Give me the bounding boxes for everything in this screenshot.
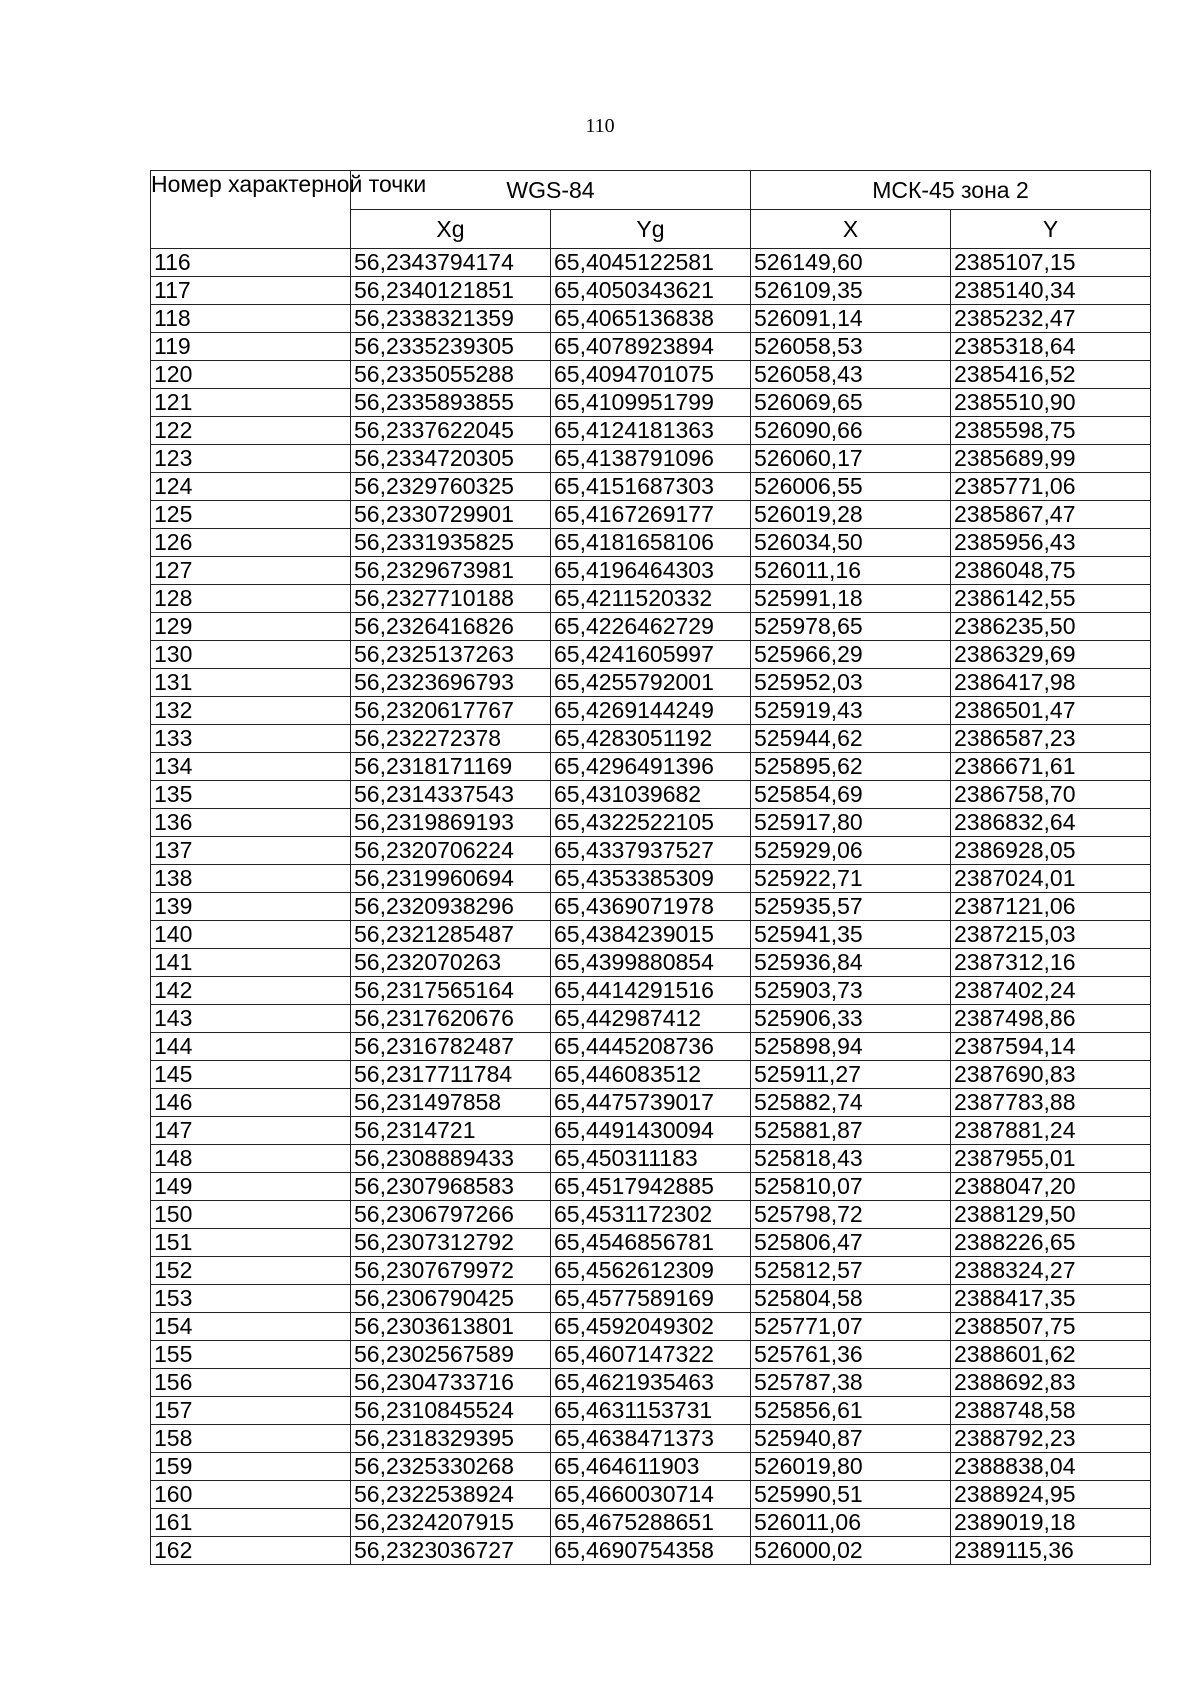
x-cell: 525944,62 [751,725,951,753]
table-row [151,333,1151,361]
x-cell: 526090,66 [751,417,951,445]
point-number-cell: 143 [151,1005,351,1033]
point-number-cell: 122 [151,417,351,445]
yg-cell: 65,4196464303 [551,557,751,585]
wgs84-group-header: WGS-84 [351,171,751,210]
xg-cell: 56,2334720305 [351,445,551,473]
table-row [151,977,1151,1005]
yg-cell: 65,4181658106 [551,529,751,557]
table-row [151,1229,1151,1257]
x-cell: 525919,43 [751,697,951,725]
x-cell: 525798,72 [751,1201,951,1229]
point-number-cell: 157 [151,1397,351,1425]
xg-cell: 56,2325137263 [351,641,551,669]
y-cell: 2385598,75 [951,417,1151,445]
x-cell: 526091,14 [751,305,951,333]
y-cell: 2385232,47 [951,305,1151,333]
x-cell: 525990,51 [751,1481,951,1509]
point-number-cell: 131 [151,669,351,697]
y-column-header: Y [951,210,1151,249]
x-cell: 526019,80 [751,1453,951,1481]
yg-cell: 65,4167269177 [551,501,751,529]
xg-cell: 56,2323036727 [351,1537,551,1565]
yg-cell: 65,4138791096 [551,445,751,473]
table-row [151,1117,1151,1145]
yg-cell: 65,4094701075 [551,361,751,389]
point-number-cell: 138 [151,865,351,893]
x-cell: 525911,27 [751,1061,951,1089]
point-number-cell: 146 [151,1089,351,1117]
point-number-cell: 154 [151,1313,351,1341]
xg-cell: 56,2319960694 [351,865,551,893]
yg-cell: 65,4283051192 [551,725,751,753]
y-cell: 2388792,23 [951,1425,1151,1453]
point-number-cell: 130 [151,641,351,669]
x-cell: 525978,65 [751,613,951,641]
x-cell: 525966,29 [751,641,951,669]
y-cell: 2389115,36 [951,1537,1151,1565]
point-number-cell: 160 [151,1481,351,1509]
yg-cell: 65,431039682 [551,781,751,809]
x-cell: 525810,07 [751,1173,951,1201]
point-number-cell: 119 [151,333,351,361]
y-cell: 2386048,75 [951,557,1151,585]
table-row [151,445,1151,473]
x-cell: 525935,57 [751,893,951,921]
yg-cell: 65,4621935463 [551,1369,751,1397]
y-cell: 2388047,20 [951,1173,1151,1201]
xg-cell: 56,2338321359 [351,305,551,333]
point-number-cell: 156 [151,1369,351,1397]
x-cell: 525804,58 [751,1285,951,1313]
xg-cell: 56,2337622045 [351,417,551,445]
point-number-cell: 125 [151,501,351,529]
yg-cell: 65,4050343621 [551,277,751,305]
point-number-cell: 136 [151,809,351,837]
yg-cell: 65,4399880854 [551,949,751,977]
table-row [151,1005,1151,1033]
x-cell: 526011,06 [751,1509,951,1537]
x-cell: 525906,33 [751,1005,951,1033]
xg-cell: 56,2314721 [351,1117,551,1145]
x-cell: 526069,65 [751,389,951,417]
xg-cell: 56,2307679972 [351,1257,551,1285]
y-cell: 2388324,27 [951,1257,1151,1285]
point-number-cell: 127 [151,557,351,585]
point-number-cell: 123 [151,445,351,473]
y-cell: 2387215,03 [951,921,1151,949]
xg-cell: 56,2335055288 [351,361,551,389]
yg-cell: 65,4045122581 [551,249,751,277]
yg-cell: 65,4296491396 [551,753,751,781]
table-row [151,1425,1151,1453]
xg-cell: 56,2318329395 [351,1425,551,1453]
xg-cell: 56,2335239305 [351,333,551,361]
point-number-cell: 118 [151,305,351,333]
table-row [151,1537,1151,1565]
table-row [151,753,1151,781]
point-number-cell: 158 [151,1425,351,1453]
xg-cell: 56,2308889433 [351,1145,551,1173]
yg-cell: 65,4475739017 [551,1089,751,1117]
yg-cell: 65,4607147322 [551,1341,751,1369]
table-row [151,641,1151,669]
yg-cell: 65,4226462729 [551,613,751,641]
y-cell: 2385107,15 [951,249,1151,277]
table-row [151,1313,1151,1341]
xg-cell: 56,2322538924 [351,1481,551,1509]
x-cell: 526060,17 [751,445,951,473]
y-cell: 2386928,05 [951,837,1151,865]
table-row [151,305,1151,333]
x-cell: 525936,84 [751,949,951,977]
x-cell: 526058,43 [751,361,951,389]
y-cell: 2385867,47 [951,501,1151,529]
y-cell: 2386587,23 [951,725,1151,753]
yg-cell: 65,4255792001 [551,669,751,697]
y-cell: 2386832,64 [951,809,1151,837]
y-cell: 2388507,75 [951,1313,1151,1341]
xg-cell: 56,2327710188 [351,585,551,613]
y-cell: 2386758,70 [951,781,1151,809]
point-number-cell: 132 [151,697,351,725]
xg-cell: 56,2317620676 [351,1005,551,1033]
point-number-cell: 134 [151,753,351,781]
x-cell: 525940,87 [751,1425,951,1453]
table-row [151,669,1151,697]
point-number-cell: 161 [151,1509,351,1537]
table-row [151,1061,1151,1089]
yg-cell: 65,4369071978 [551,893,751,921]
y-cell: 2388601,62 [951,1341,1151,1369]
yg-cell: 65,4353385309 [551,865,751,893]
x-cell: 526011,16 [751,557,951,585]
point-number-cell: 144 [151,1033,351,1061]
table-row [151,1369,1151,1397]
table-row [151,557,1151,585]
point-number-cell: 152 [151,1257,351,1285]
x-cell: 525806,47 [751,1229,951,1257]
y-cell: 2385318,64 [951,333,1151,361]
yg-cell: 65,4660030714 [551,1481,751,1509]
point-number-cell: 147 [151,1117,351,1145]
x-cell: 525929,06 [751,837,951,865]
yg-cell: 65,4517942885 [551,1173,751,1201]
point-number-cell: 159 [151,1453,351,1481]
xg-cell: 56,2325330268 [351,1453,551,1481]
x-cell: 526006,55 [751,473,951,501]
table-row [151,781,1151,809]
y-cell: 2388692,83 [951,1369,1151,1397]
table-row [151,1145,1151,1173]
x-cell: 526019,28 [751,501,951,529]
yg-cell: 65,4638471373 [551,1425,751,1453]
yg-cell: 65,4384239015 [551,921,751,949]
y-cell: 2388417,35 [951,1285,1151,1313]
table-row [151,501,1151,529]
yg-cell: 65,4690754358 [551,1537,751,1565]
yg-cell: 65,4445208736 [551,1033,751,1061]
x-cell: 525917,80 [751,809,951,837]
x-cell: 525952,03 [751,669,951,697]
x-cell: 526034,50 [751,529,951,557]
x-cell: 525856,61 [751,1397,951,1425]
y-cell: 2385771,06 [951,473,1151,501]
xg-cell: 56,231497858 [351,1089,551,1117]
xg-cell: 56,2319869193 [351,809,551,837]
yg-cell: 65,4078923894 [551,333,751,361]
x-cell: 525771,07 [751,1313,951,1341]
x-cell: 525787,38 [751,1369,951,1397]
table-row [151,1089,1151,1117]
point-number-cell: 145 [151,1061,351,1089]
msk45-group-header: МСК-45 зона 2 [751,171,1151,210]
xg-cell: 56,2321285487 [351,921,551,949]
table-row [151,1397,1151,1425]
yg-cell: 65,4269144249 [551,697,751,725]
yg-cell: 65,4414291516 [551,977,751,1005]
yg-cell: 65,4546856781 [551,1229,751,1257]
table-row [151,361,1151,389]
table-row [151,277,1151,305]
xg-cell: 56,2329760325 [351,473,551,501]
y-cell: 2387783,88 [951,1089,1151,1117]
table-row [151,865,1151,893]
y-cell: 2388924,95 [951,1481,1151,1509]
table-row [151,473,1151,501]
table-row [151,529,1151,557]
point-number-cell: 162 [151,1537,351,1565]
x-cell: 525818,43 [751,1145,951,1173]
xg-cell: 56,2324207915 [351,1509,551,1537]
yg-cell: 65,4675288651 [551,1509,751,1537]
xg-column-header: Xg [351,210,551,249]
y-cell: 2387312,16 [951,949,1151,977]
table-row [151,1341,1151,1369]
point-number-cell: 151 [151,1229,351,1257]
xg-cell: 56,2320706224 [351,837,551,865]
y-cell: 2385689,99 [951,445,1151,473]
y-cell: 2385956,43 [951,529,1151,557]
xg-cell: 56,2310845524 [351,1397,551,1425]
xg-cell: 56,232070263 [351,949,551,977]
point-number-cell: 121 [151,389,351,417]
y-cell: 2387121,06 [951,893,1151,921]
y-cell: 2387955,01 [951,1145,1151,1173]
point-number-cell: 133 [151,725,351,753]
xg-cell: 56,2307312792 [351,1229,551,1257]
point-number-cell: 120 [151,361,351,389]
table-row [151,697,1151,725]
x-cell: 526058,53 [751,333,951,361]
xg-cell: 56,2335893855 [351,389,551,417]
point-number-cell: 155 [151,1341,351,1369]
y-cell: 2387024,01 [951,865,1151,893]
point-number-cell: 135 [151,781,351,809]
table-row [151,725,1151,753]
x-cell: 525882,74 [751,1089,951,1117]
table-row [151,1257,1151,1285]
y-cell: 2386501,47 [951,697,1151,725]
point-number-cell: 124 [151,473,351,501]
y-cell: 2386671,61 [951,753,1151,781]
yg-cell: 65,4562612309 [551,1257,751,1285]
x-cell: 525895,62 [751,753,951,781]
x-column-header: X [751,210,951,249]
table-row [151,417,1151,445]
yg-cell: 65,4577589169 [551,1285,751,1313]
xg-cell: 56,2329673981 [351,557,551,585]
xg-cell: 56,2302567589 [351,1341,551,1369]
yg-cell: 65,4337937527 [551,837,751,865]
yg-cell: 65,4631153731 [551,1397,751,1425]
xg-cell: 56,232272378 [351,725,551,753]
x-cell: 526149,60 [751,249,951,277]
table-row [151,837,1151,865]
y-cell: 2386235,50 [951,613,1151,641]
table-row [151,1481,1151,1509]
xg-cell: 56,2316782487 [351,1033,551,1061]
xg-cell: 56,2317711784 [351,1061,551,1089]
table-row [151,1285,1151,1313]
x-cell: 525881,87 [751,1117,951,1145]
table-row [151,1201,1151,1229]
point-number-cell: 148 [151,1145,351,1173]
point-number-cell: 137 [151,837,351,865]
yg-cell: 65,4211520332 [551,585,751,613]
y-cell: 2386329,69 [951,641,1151,669]
x-cell: 525761,36 [751,1341,951,1369]
xg-cell: 56,2317565164 [351,977,551,1005]
yg-cell: 65,442987412 [551,1005,751,1033]
x-cell: 525898,94 [751,1033,951,1061]
xg-cell: 56,2320938296 [351,893,551,921]
y-cell: 2389019,18 [951,1509,1151,1537]
x-cell: 525854,69 [751,781,951,809]
yg-cell: 65,464611903 [551,1453,751,1481]
x-cell: 526109,35 [751,277,951,305]
y-cell: 2388226,65 [951,1229,1151,1257]
point-number-cell: 116 [151,249,351,277]
y-cell: 2385510,90 [951,389,1151,417]
table-row [151,1453,1151,1481]
table-header [151,171,1151,249]
point-number-cell: 150 [151,1201,351,1229]
point-number-cell: 117 [151,277,351,305]
xg-cell: 56,2330729901 [351,501,551,529]
y-cell: 2386417,98 [951,669,1151,697]
yg-cell: 65,4109951799 [551,389,751,417]
x-cell: 525991,18 [751,585,951,613]
point-number-cell: 140 [151,921,351,949]
point-number-cell: 149 [151,1173,351,1201]
x-cell: 525941,35 [751,921,951,949]
xg-cell: 56,2323696793 [351,669,551,697]
yg-cell: 65,4491430094 [551,1117,751,1145]
xg-cell: 56,2320617767 [351,697,551,725]
y-cell: 2387498,86 [951,1005,1151,1033]
yg-cell: 65,4124181363 [551,417,751,445]
xg-cell: 56,2343794174 [351,249,551,277]
yg-cell: 65,4592049302 [551,1313,751,1341]
xg-cell: 56,2304733716 [351,1369,551,1397]
table-row [151,249,1151,277]
table-row [151,809,1151,837]
table-row [151,613,1151,641]
point-number-cell: 129 [151,613,351,641]
table-row [151,893,1151,921]
point-number-cell: 128 [151,585,351,613]
table-row [151,1173,1151,1201]
yg-cell: 65,446083512 [551,1061,751,1089]
xg-cell: 56,2306797266 [351,1201,551,1229]
yg-cell: 65,4151687303 [551,473,751,501]
x-cell: 525812,57 [751,1257,951,1285]
xg-cell: 56,2303613801 [351,1313,551,1341]
y-cell: 2385140,34 [951,277,1151,305]
point-number-cell: 142 [151,977,351,1005]
x-cell: 525903,73 [751,977,951,1005]
x-cell: 526000,02 [751,1537,951,1565]
y-cell: 2388129,50 [951,1201,1151,1229]
xg-cell: 56,2307968583 [351,1173,551,1201]
y-cell: 2387402,24 [951,977,1151,1005]
y-cell: 2388748,58 [951,1397,1151,1425]
point-number-cell: 141 [151,949,351,977]
y-cell: 2387881,24 [951,1117,1151,1145]
point-number-cell: 126 [151,529,351,557]
xg-cell: 56,2340121851 [351,277,551,305]
xg-cell: 56,2314337543 [351,781,551,809]
yg-column-header: Yg [551,210,751,249]
point-number-cell: 153 [151,1285,351,1313]
page-number: 110 [585,115,615,137]
x-cell: 525922,71 [751,865,951,893]
table-row [151,1033,1151,1061]
coordinates-table [150,170,1151,1565]
xg-cell: 56,2326416826 [351,613,551,641]
y-cell: 2385416,52 [951,361,1151,389]
table-row [151,921,1151,949]
yg-cell: 65,450311183 [551,1145,751,1173]
yg-cell: 65,4065136838 [551,305,751,333]
table-row [151,585,1151,613]
point-number-header: Номер характерной точки [151,171,351,249]
y-cell: 2388838,04 [951,1453,1151,1481]
yg-cell: 65,4322522105 [551,809,751,837]
yg-cell: 65,4531172302 [551,1201,751,1229]
table-row [151,949,1151,977]
table-row [151,389,1151,417]
y-cell: 2386142,55 [951,585,1151,613]
yg-cell: 65,4241605997 [551,641,751,669]
point-number-cell: 139 [151,893,351,921]
y-cell: 2387690,83 [951,1061,1151,1089]
table-row [151,1509,1151,1537]
xg-cell: 56,2331935825 [351,529,551,557]
xg-cell: 56,2318171169 [351,753,551,781]
xg-cell: 56,2306790425 [351,1285,551,1313]
y-cell: 2387594,14 [951,1033,1151,1061]
table-body [151,249,1151,1565]
